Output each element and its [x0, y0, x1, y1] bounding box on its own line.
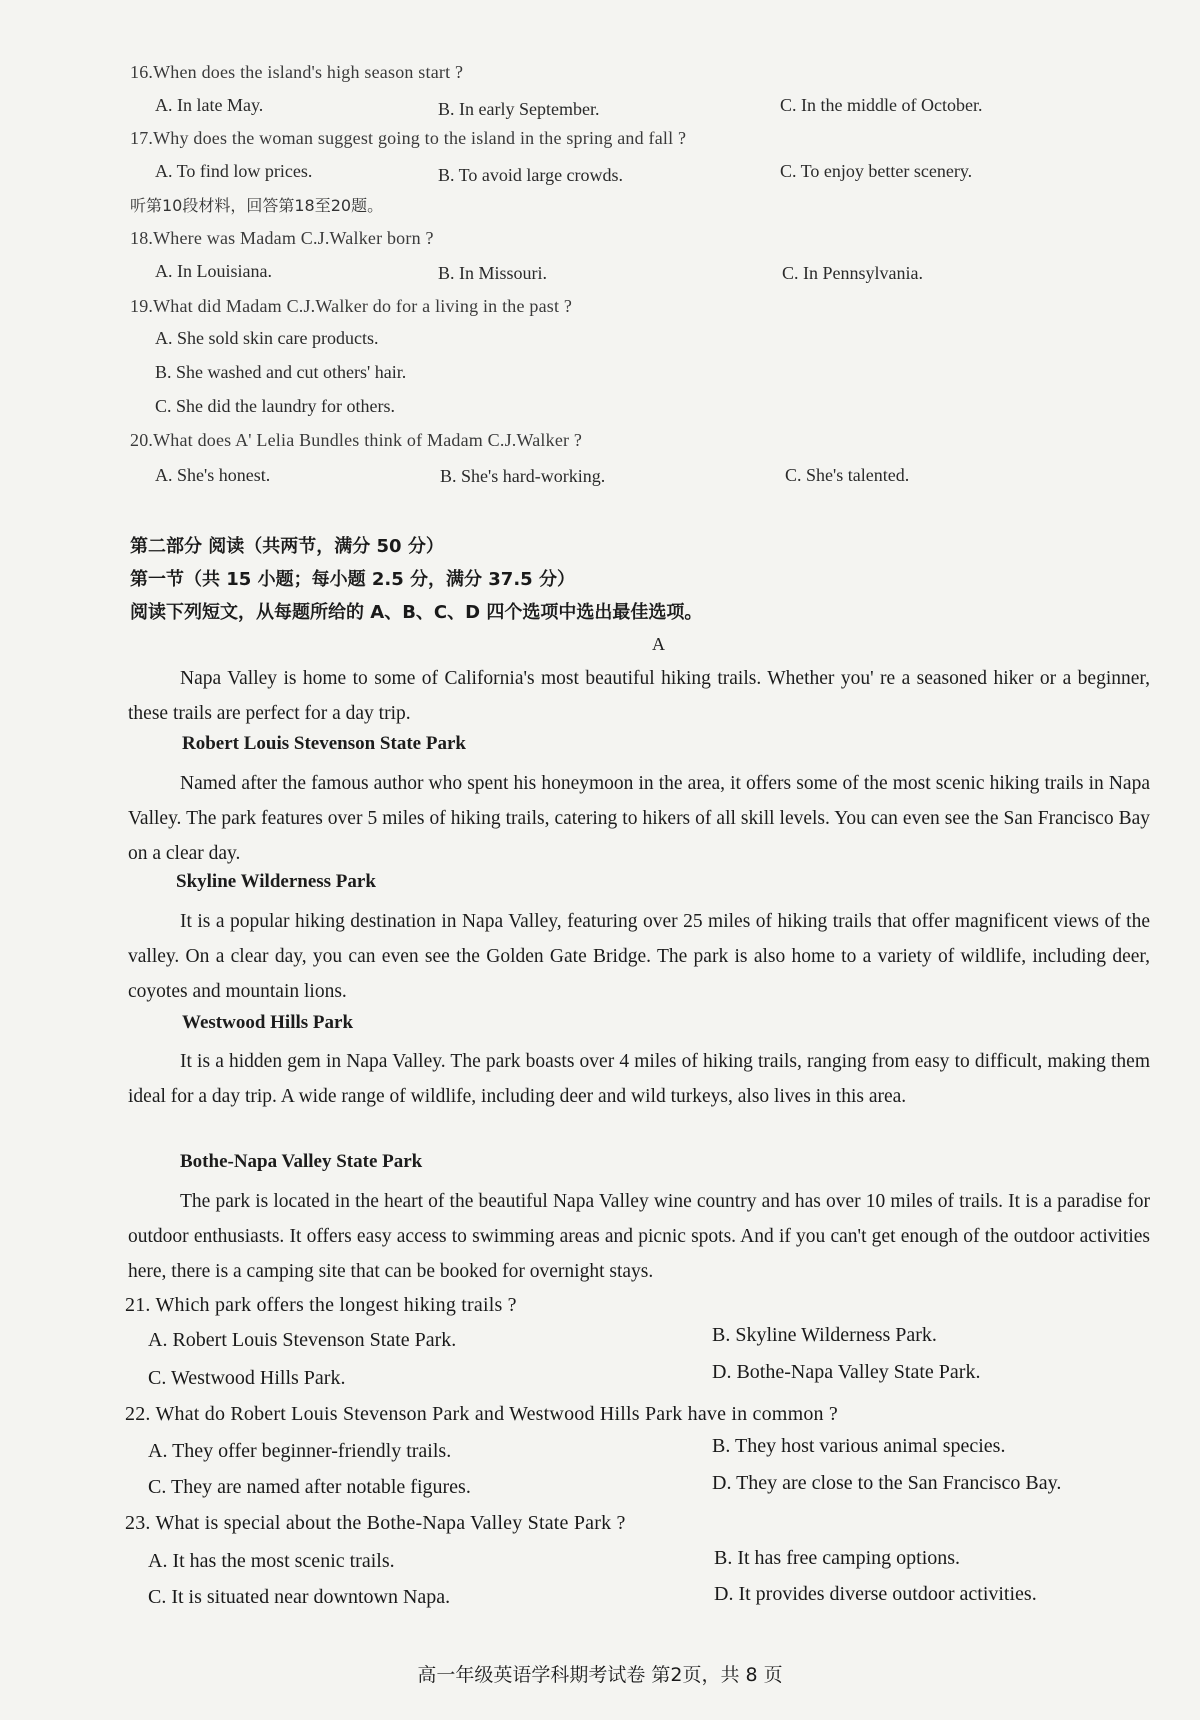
- park-text-bothe-napa-valley: The park is located in the heart of the beautiful Napa Valley wine country and has over 10 miles of trails. It is a paradise for outdoor enthusiasts. It offers easy access to swimming areas and picnic spots. And if you can't get enough of the outdoor activities here, there is a camping site that can be booked for overnight stays.: [128, 1191, 1150, 1282]
- question-21-option-c: C. Westwood Hills Park.: [148, 1367, 346, 1389]
- page-footer: 高一年级英语学科期考试卷 第2页，共 8 页: [417, 1664, 783, 1686]
- reading-section-title: 第一节（共 15 小题；每小题 2.5 分，满分 37.5 分）: [130, 569, 575, 590]
- question-19-stem: 19.What did Madam C.J.Walker do for a living in the past ?: [130, 296, 573, 316]
- question-20-option-b: B. She's hard-working.: [440, 466, 606, 486]
- question-18-stem: 18.Where was Madam C.J.Walker born ?: [130, 228, 434, 248]
- question-23-stem: 23. What is special about the Bothe-Napa Valley State Park ?: [125, 1512, 626, 1534]
- question-19-option-a: A. She sold skin care products.: [155, 328, 379, 348]
- park-heading-skyline-wilderness: Skyline Wilderness Park: [176, 871, 376, 892]
- passage-letter: A: [652, 634, 665, 654]
- park-heading-robert-louis-stevenson: Robert Louis Stevenson State Park: [182, 733, 466, 754]
- question-17-option-b: B. To avoid large crowds.: [438, 165, 624, 185]
- question-17-option-c: C. To enjoy better scenery.: [780, 161, 973, 181]
- question-21-option-b: B. Skyline Wilderness Park.: [712, 1324, 937, 1346]
- question-21-stem: 21. Which park offers the longest hiking trails ?: [125, 1294, 517, 1316]
- question-22-option-a: A. They offer beginner-friendly trails.: [148, 1440, 452, 1462]
- question-23-option-b: B. It has free camping options.: [714, 1547, 961, 1569]
- question-16-option-c: C. In the middle of October.: [780, 95, 983, 115]
- question-16-stem: 16.When does the island's high season start ?: [130, 62, 464, 82]
- reading-instruction: 阅读下列短文，从每题所给的 A、B、C、D 四个选项中选出最佳选项。: [130, 602, 703, 623]
- question-22-option-d: D. They are close to the San Francisco Bay.: [712, 1472, 1062, 1494]
- question-19-option-b: B. She washed and cut others' hair.: [155, 362, 407, 382]
- park-text-westwood-hills: It is a hidden gem in Napa Valley. The park boasts over 4 miles of hiking trails, ranging from easy to difficult, making them ideal for a day trip. A wide range of wildlife, including deer and wild turkeys, also lives in this area.: [128, 1051, 1150, 1107]
- question-20-stem: 20.What does A' Lelia Bundles think of Madam C.J.Walker ?: [130, 430, 583, 450]
- question-19-option-c: C. She did the laundry for others.: [155, 396, 395, 416]
- question-22-stem: 22. What do Robert Louis Stevenson Park and Westwood Hills Park have in common ?: [125, 1403, 839, 1425]
- question-21-option-a: A. Robert Louis Stevenson State Park.: [148, 1329, 457, 1351]
- question-20-option-a: A. She's honest.: [155, 465, 271, 485]
- reading-part-title: 第二部分 阅读（共两节，满分 50 分）: [130, 536, 444, 557]
- question-18-option-a: A. In Louisiana.: [155, 261, 272, 281]
- park-heading-westwood-hills: Westwood Hills Park: [182, 1012, 354, 1033]
- question-22-option-c: C. They are named after notable figures.: [148, 1476, 471, 1498]
- listening-section-10-intro: 听第10段材料，回答第18至20题。: [130, 196, 384, 215]
- question-17-option-a: A. To find low prices.: [155, 161, 313, 181]
- park-heading-bothe-napa-valley: Bothe-Napa Valley State Park: [180, 1151, 423, 1172]
- question-20-option-c: C. She's talented.: [785, 465, 910, 485]
- park-text-robert-louis-stevenson: Named after the famous author who spent his honeymoon in the area, it offers some of the most scenic hiking trails in Napa Valley. The park features over 5 miles of hiking trails, catering to hikers of all skill levels. You can even see the San Francisco Bay on a clear day.: [128, 773, 1150, 864]
- passage-intro: Napa Valley is home to some of California's most beautiful hiking trails. Whether you' re a seasoned hiker or a beginner, these trails are perfect for a day trip.: [128, 668, 1150, 724]
- question-21-option-d: D. Bothe-Napa Valley State Park.: [712, 1361, 981, 1383]
- park-text-skyline-wilderness: It is a popular hiking destination in Napa Valley, featuring over 25 miles of hiking trails that offer magnificent views of the valley. On a clear day, you can even see the Golden Gate Bridge. The park is also home to a variety of wildlife, including deer, coyotes and mountain lions.: [128, 911, 1150, 1002]
- question-23-option-d: D. It provides diverse outdoor activities.: [714, 1583, 1037, 1605]
- question-22-option-b: B. They host various animal species.: [712, 1435, 1006, 1457]
- question-16-option-a: A. In late May.: [155, 95, 264, 115]
- question-23-option-a: A. It has the most scenic trails.: [148, 1550, 395, 1572]
- question-18-option-b: B. In Missouri.: [438, 263, 548, 283]
- question-16-option-b: B. In early September.: [438, 99, 600, 119]
- question-17-stem: 17.Why does the woman suggest going to the island in the spring and fall ?: [130, 128, 687, 148]
- question-18-option-c: C. In Pennsylvania.: [782, 263, 923, 283]
- question-23-option-c: C. It is situated near downtown Napa.: [148, 1586, 451, 1608]
